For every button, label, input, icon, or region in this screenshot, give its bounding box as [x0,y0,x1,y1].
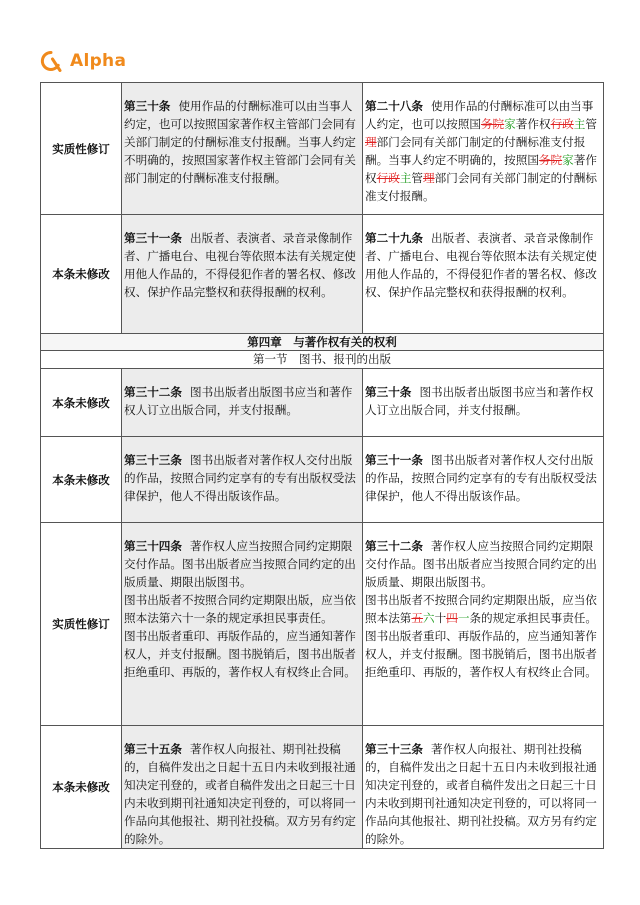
deleted-text: 理 [423,171,435,185]
article-text: 出版者、表演者、录音录像制作者、广播电台、电视台等依照本法有关规定使用他人作品的，不得侵犯作者的署名权、修改权、保护作品完整权和获得报酬的权利。 [365,231,597,299]
article-paragraph [365,537,601,591]
article-text: 使用作品的付酬标准可以由当事人约定，也可以按照国家著作权主管部门会同有关部门制定的付酬标准支付报酬。当事人约定不明确的，按照国家著作权主管部门会同有关部门制定的付酬标准支付报酬。 [124,99,356,185]
old-article-cell [122,215,363,334]
table-row [41,369,604,437]
article-text: 部门会同有关部门制定的付酬标准支付报酬。当事人约定不明确的，按照国 [365,135,586,167]
table-row [41,83,604,215]
article-text: 著作权人向报社、期刊社投稿的，自稿件发出之日起十五日内未收到报社通知决定刊登的，或者自稿件发出之日起三十日内未收到期刊社通知决定刊登的，可以将同一作品向其他报社、期刊社投稿。双方另有约定的除外。 [365,742,597,846]
deleted-text: 五 [411,611,423,625]
article-paragraph [124,451,360,505]
old-article-cell [122,369,363,437]
old-article-cell [122,83,363,215]
article-number: 第三十五条 [124,742,191,756]
article-number: 第三十三条 [365,742,432,756]
article-text: 著作权 [515,117,551,131]
article-text: 出版者、表演者、录音录像制作者、广播电台、电视台等依照本法有关规定使用他人作品的，不得侵犯作者的署名权、修改权、保护作品完整权和获得报酬的权利。 [124,231,356,299]
article-text: 著作权人应当按照合同约定期限交付作品。图书出版者应当按照合同约定的出版质量、期限出版图书。 [365,539,597,589]
article-text: 管 [411,171,424,185]
article-text: 部门会同有关部门制定的付酬标准支付报酬。 [365,171,597,203]
article-text: 管 [585,117,597,131]
article-paragraph [124,591,360,627]
comparison-table [40,82,604,849]
article-paragraph [124,97,360,187]
section-heading: 第一节 图书、报刊的出版 [41,351,604,369]
change-type: 本条未修改 [41,369,122,437]
article-text: 图书出版者重印、再版作品的，应当通知著作权人，并支付报酬。图书脱销后，图书出版者拒绝重印、再版的，著作权人有权终止合同。 [124,629,356,679]
change-type: 本条未修改 [41,437,122,523]
inserted-text: 主 [399,171,412,185]
article-text: 图书出版者出版图书应当和著作权人订立出版合同，并支付报酬。 [124,385,353,417]
article-paragraph [124,229,360,301]
article-paragraph [124,627,360,681]
article-text: 图书出版者对著作权人交付出版的作品，按照合同约定享有的专有出版权受法律保护，他人不得出版该作品。 [124,453,356,503]
new-article-cell [363,523,604,726]
article-number: 第三十二条 [365,539,432,553]
article-number: 第二十八条 [365,99,432,113]
article-number: 第三十四条 [124,539,191,553]
table-row [41,726,604,849]
change-type: 本条未修改 [41,726,122,849]
deleted-text: 务院 [538,153,563,167]
article-text: 条的规定承担民事责任。 [469,611,597,625]
alpha-logo [40,48,126,74]
article-number: 第三十条 [124,99,179,113]
inserted-text: 一 [457,611,470,625]
article-paragraph [124,740,360,848]
chapter-heading: 第四章 与著作权有关的权利 [41,334,604,351]
article-text: 著作权人应当按照合同约定期限交付作品。图书出版者应当按照合同约定的出版质量、期限出版图书。 [124,539,356,589]
article-paragraph [365,740,601,848]
article-number: 第二十九条 [365,231,432,245]
article-paragraph [365,627,601,681]
deleted-text: 四 [446,611,458,625]
new-article-cell [363,369,604,437]
brand-name: Alpha [70,51,127,71]
article-number: 第三十一条 [124,231,191,245]
article-number: 第三十一条 [365,453,432,467]
article-paragraph [365,451,601,505]
inserted-text: 主 [573,117,586,131]
article-paragraph [124,383,360,419]
old-article-cell [122,523,363,726]
article-text: 十 [434,611,447,625]
article-paragraph [365,383,601,419]
alpha-logo-icon [40,50,62,72]
article-paragraph [365,229,601,301]
article-text: 著作权 [365,153,597,185]
article-text: 图书出版者不按照合同约定期限出版，应当依照本法第 [365,593,597,625]
table-row [41,523,604,726]
article-text: 图书出版者对著作权人交付出版的作品，按照合同约定享有的专有出版权受法律保护，他人不得出版该作品。 [365,453,597,503]
change-type: 本条未修改 [41,215,122,334]
article-number: 第三十二条 [124,385,191,399]
table-row [41,437,604,523]
change-type: 实质性修订 [41,523,122,726]
inserted-text: 六 [423,611,435,625]
deleted-text: 务院 [480,117,505,131]
inserted-text: 家 [504,117,516,131]
article-text: 图书出版者出版图书应当和著作权人订立出版合同，并支付报酬。 [365,385,594,417]
article-text: 图书出版者不按照合同约定期限出版，应当依照本法第六十一条的规定承担民事责任。 [124,593,356,625]
old-article-cell [122,437,363,523]
article-text: 著作权人向报社、期刊社投稿的，自稿件发出之日起十五日内未收到报社通知决定刊登的，或者自稿件发出之日起三十日内未收到期刊社通知决定刊登的，可以将同一作品向其他报社、期刊社投稿。双方另有约定的除外。 [124,742,356,846]
article-number: 第三十三条 [124,453,191,467]
article-paragraph [124,537,360,591]
new-article-cell [363,83,604,215]
new-article-cell [363,726,604,849]
section-row [41,351,604,369]
new-article-cell [363,215,604,334]
new-article-cell [363,437,604,523]
inserted-text: 家 [562,153,574,167]
deleted-text: 行政 [376,171,400,185]
article-text: 图书出版者重印、再版作品的，应当通知著作权人，并支付报酬。图书脱销后，图书出版者拒绝重印、再版的，著作权人有权终止合同。 [365,629,597,679]
article-number: 第三十条 [365,385,420,399]
chapter-row [41,334,604,351]
article-paragraph [365,97,601,205]
deleted-text: 理 [365,135,377,149]
table-row [41,215,604,334]
old-article-cell [122,726,363,849]
article-paragraph [365,591,601,627]
deleted-text: 行政 [550,117,574,131]
article-text: 使用作品的付酬标准可以由当事人约定，也可以按照国 [365,99,594,131]
change-type: 实质性修订 [41,83,122,215]
